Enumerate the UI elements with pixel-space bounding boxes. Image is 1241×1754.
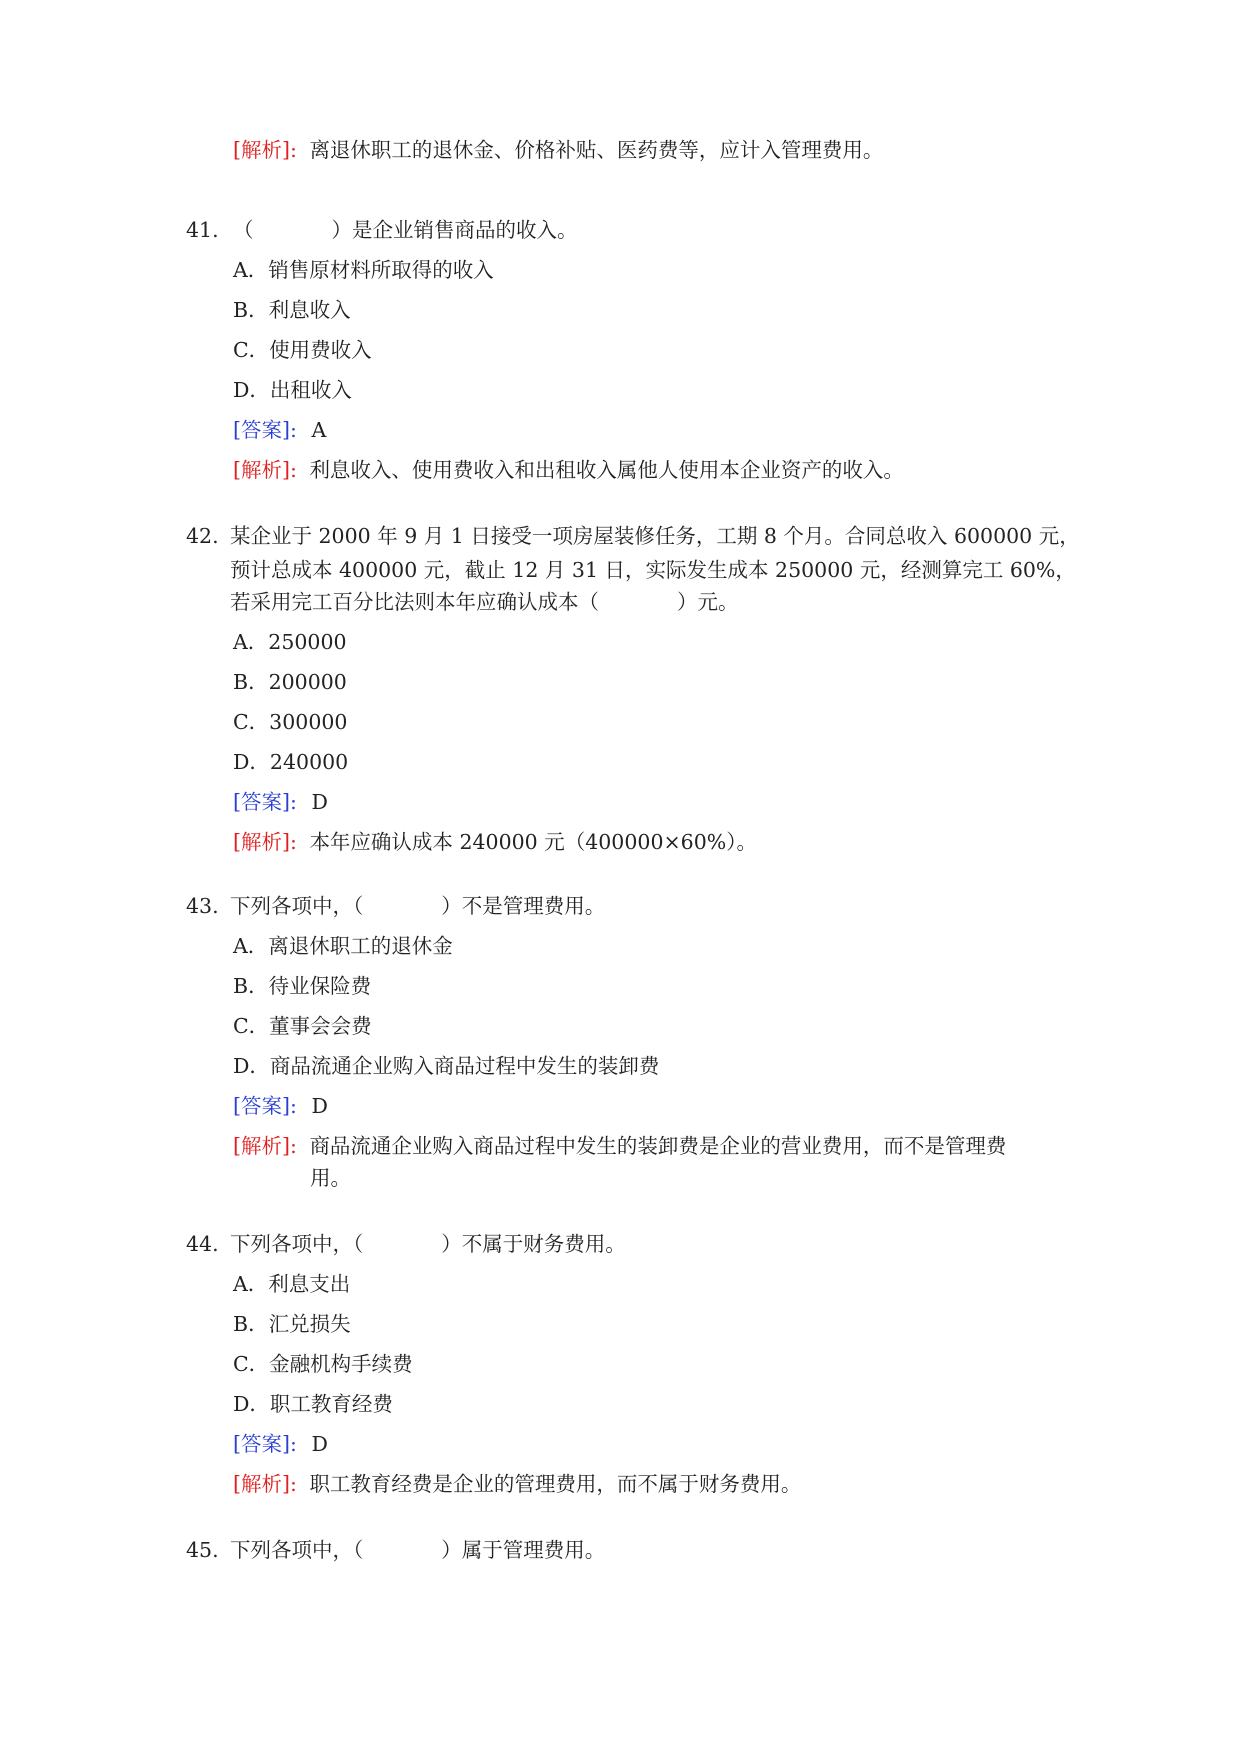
stem-part: ）属于管理费用。: [441, 1538, 606, 1562]
stem-part: ）不属于财务费用。: [441, 1232, 626, 1256]
question-stem-line-2: 预计总成本 400000 元，截止 12 月 31 日，实际发生成本 250000 元，经测算完工 60%，: [230, 558, 1076, 582]
answer-line: [233, 1092, 328, 1120]
stem-part: 下列各项中，（: [230, 1232, 364, 1256]
explanation-text: 职工教育经费是企业的管理费用，而不属于财务费用。: [309, 1472, 802, 1496]
option-a: A．销售原材料所取得的收入: [233, 258, 494, 282]
stem-part: （: [233, 218, 254, 242]
answer-line: [233, 1430, 328, 1458]
answer-tag: [答案]:: [233, 790, 297, 814]
answer-value: A: [311, 418, 327, 442]
question-stem: [230, 1230, 626, 1258]
option-c: C．金融机构手续费: [233, 1352, 413, 1376]
option-b: B．待业保险费: [233, 974, 372, 998]
explanation-tag: [解析]:: [233, 1134, 297, 1158]
option-d: D．出租收入: [233, 378, 352, 402]
option-a: A．离退休职工的退休金: [233, 934, 453, 958]
question-number: 41.: [186, 218, 219, 242]
answer-value: D: [311, 790, 328, 814]
option-c: C．董事会会费: [233, 1014, 372, 1038]
explanation-text: 利息收入、使用费收入和出租收入属他人使用本企业资产的收入。: [309, 458, 904, 482]
question-stem: [230, 892, 605, 920]
option-b: B．利息收入: [233, 298, 351, 322]
stem-part: 若采用完工百分比法则本年应确认成本（: [230, 590, 599, 614]
answer-line: [233, 416, 326, 444]
explanation-line: [233, 828, 757, 856]
explanation-text: 离退休职工的退休金、价格补贴、医药费等，应计入管理费用。: [309, 138, 884, 162]
stem-part: 下列各项中，（: [230, 1538, 364, 1562]
explanation-text: 商品流通企业购入商品过程中发生的装卸费是企业的营业费用，而不是管理费: [309, 1134, 1007, 1158]
question-number: 43.: [186, 894, 219, 918]
explanation-line: [233, 1132, 1006, 1160]
question-number: 45.: [186, 1538, 219, 1562]
answer-value: D: [311, 1432, 328, 1456]
explanation-tag: [解析]:: [233, 138, 297, 162]
option-b: B．200000: [233, 670, 347, 694]
q40-explanation: [233, 136, 883, 164]
question-stem-line-3: [230, 588, 739, 616]
explanation-continuation: 用。: [310, 1166, 351, 1190]
explanation-line: [233, 1470, 801, 1498]
option-d: D．240000: [233, 750, 349, 774]
stem-part: ）是企业销售商品的收入。: [331, 218, 578, 242]
explanation-text: 本年应确认成本 240000 元（400000×60%）。: [309, 830, 757, 854]
option-d: D．商品流通企业购入商品过程中发生的装卸费: [233, 1054, 660, 1078]
question-number: 44.: [186, 1232, 219, 1256]
question-number: 42.: [186, 524, 219, 548]
option-b: B．汇兑损失: [233, 1312, 351, 1336]
question-stem: [230, 1536, 605, 1564]
stem-part: ）元。: [677, 590, 739, 614]
explanation-tag: [解析]:: [233, 830, 297, 854]
stem-part: ）不是管理费用。: [441, 894, 606, 918]
stem-part: 下列各项中，（: [230, 894, 364, 918]
option-d: D．职工教育经费: [233, 1392, 393, 1416]
explanation-tag: [解析]:: [233, 458, 297, 482]
answer-tag: [答案]:: [233, 1094, 297, 1118]
option-c: C．300000: [233, 710, 348, 734]
question-stem-line-1: 某企业于 2000 年 9 月 1 日接受一项房屋装修任务，工期 8 个月。合同总收入 600000 元，: [230, 524, 1080, 548]
option-c: C．使用费收入: [233, 338, 372, 362]
option-a: A．250000: [233, 630, 347, 654]
question-stem: [233, 216, 578, 244]
explanation-line: [233, 456, 904, 484]
answer-tag: [答案]:: [233, 1432, 297, 1456]
answer-tag: [答案]:: [233, 418, 297, 442]
answer-line: [233, 788, 328, 816]
explanation-tag: [解析]:: [233, 1472, 297, 1496]
option-a: A．利息支出: [233, 1272, 351, 1296]
answer-value: D: [311, 1094, 328, 1118]
